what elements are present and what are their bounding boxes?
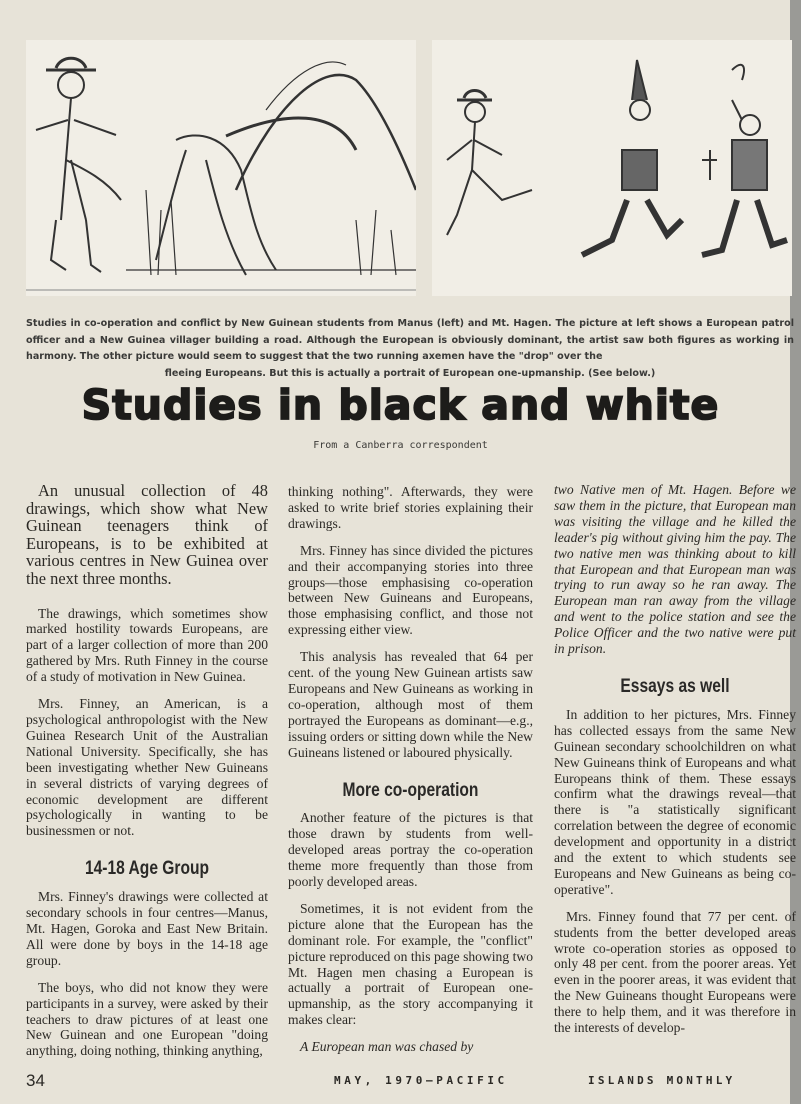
paragraph: Mrs. Finney, an American, is a psychological anthropologist with the New Guinea Research Unit of the Australian National University. Specifically, she has been investigating whether New Guineans in several districts of varying degrees of economic development are different psychologically in wanting to be businessmen or not. xyxy=(26,696,268,839)
paragraph: In addition to her pictures, Mrs. Finney has collected essays from the same New Guinean secondary schoolchildren on what New Guineans think of Europeans and what Europeans think of them. These essays confirm what the drawings reveal—that there is "a statistically significant correlation between the degree of economic development and opportunity in a district and the extent to which students see Europeans and New Guineans as being co-operative". xyxy=(554,706,796,897)
caption-last-line: fleeing Europeans. But this is actually a portrait of European one-upmanship. (See below.) xyxy=(164,367,656,379)
paragraph: Another feature of the pictures is that those drawn by students from well-developed areas portray the co-operation theme more frequently than those from poorly developed areas. xyxy=(288,810,533,890)
column-2 xyxy=(288,484,533,1066)
column-3 xyxy=(554,482,796,1047)
caption-main: Studies in co-operation and conflict by New Guinean students from Manus (left) and Mt. Hagen. The picture at left shows a European patrol officer and a New Guinea villager building a road. Although the European is obviously dominant, the artist saw both figures as working in harmony. The other picture would seem to suggest that the two running axemen have the "drop" over the xyxy=(26,318,794,362)
figure-caption xyxy=(26,316,794,382)
quoted-story: two Native men of Mt. Hagen. Before we saw them in the picture, that European man was visiting the village and he killed the leader's pig without giving him the pay. The two native men was thinking about to kill that European and that European man was trying to run away so he ran away. The European man ran away from the village and went to the police station and see the Police Officer and the two native were put in prison. xyxy=(554,482,796,657)
headline: Studies in black and white xyxy=(81,381,720,429)
footer-journal-title: ISLANDS MONTHLY xyxy=(588,1074,736,1087)
lead-paragraph: An unusual collection of 48 drawings, which show what New Guinean teenagers think of Europeans, is to be exhibited at various centres in New Guinea over the next three months. xyxy=(26,481,268,588)
paragraph: Mrs. Finney found that 77 per cent. of students from the better developed areas wrote co-operation stories as opposed to only 48 per cent. from the poorer areas. Yet even in the poorer areas, it was evident that the New Guineans thought Europeans were there to help them, and it was therefore in the interests of develop- xyxy=(554,908,796,1036)
quoted-story: A European man was chased by xyxy=(300,1039,474,1055)
paragraph: thinking nothing". Afterwards, they were asked to write brief stories explaining their drawings. xyxy=(288,484,533,531)
byline: From a Canberra correspondent xyxy=(313,440,488,451)
footer-date: MAY, 1970—PACIFIC xyxy=(334,1074,508,1087)
page-number: 34 xyxy=(26,1071,45,1090)
column-1 xyxy=(26,482,268,1070)
section-heading-co-operation: More co-operation xyxy=(342,779,479,801)
photo-right-drawing xyxy=(432,40,792,296)
paragraph: Mrs. Finney has since divided the pictures and their accompanying stories into three groups—those emphasising co-operation between New Guineans and Europeans, those emphasising conflict, and those not expressing either view. xyxy=(288,542,533,638)
photo-left-drawing xyxy=(26,40,416,296)
section-heading-age-group: 14-18 Age Group xyxy=(84,858,210,880)
paragraph: Sometimes, it is not evident from the picture alone that the European has the dominant role. For example, the "conflict" picture reproduced on this page showing two Mt. Hagen men chasing a European is actually a portrait of European one-upmanship, as the story accompanying it makes clear: xyxy=(288,900,533,1028)
paragraph: This analysis has revealed that 64 per cent. of the young New Guinean artists saw Europeans and New Guineans as working in co-operation, although most of them portrayed the Europeans as dominant—e.g., issuing orders or sitting down while the New Guineans listened or laboured physically. xyxy=(288,649,533,760)
paragraph: Mrs. Finney's drawings were collected at secondary schools in four centres—Manus, Mt. Hagen, Goroka and East New Britain. All were done by boys in the 14-18 age group. xyxy=(26,889,268,968)
paragraph: The boys, who did not know they were participants in a survey, were asked by their teachers to draw pictures of at least one New Guinean and one European "doing anything, doing nothing, thinking anything, xyxy=(26,979,268,1059)
paragraph: The drawings, which sometimes show marked hostility towards Europeans, are part of a larger collection of more than 200 gathered by Mrs. Ruth Finney in the course of a study of motivation in New Guinea. xyxy=(26,605,268,685)
section-heading-essays: Essays as well xyxy=(620,675,730,697)
